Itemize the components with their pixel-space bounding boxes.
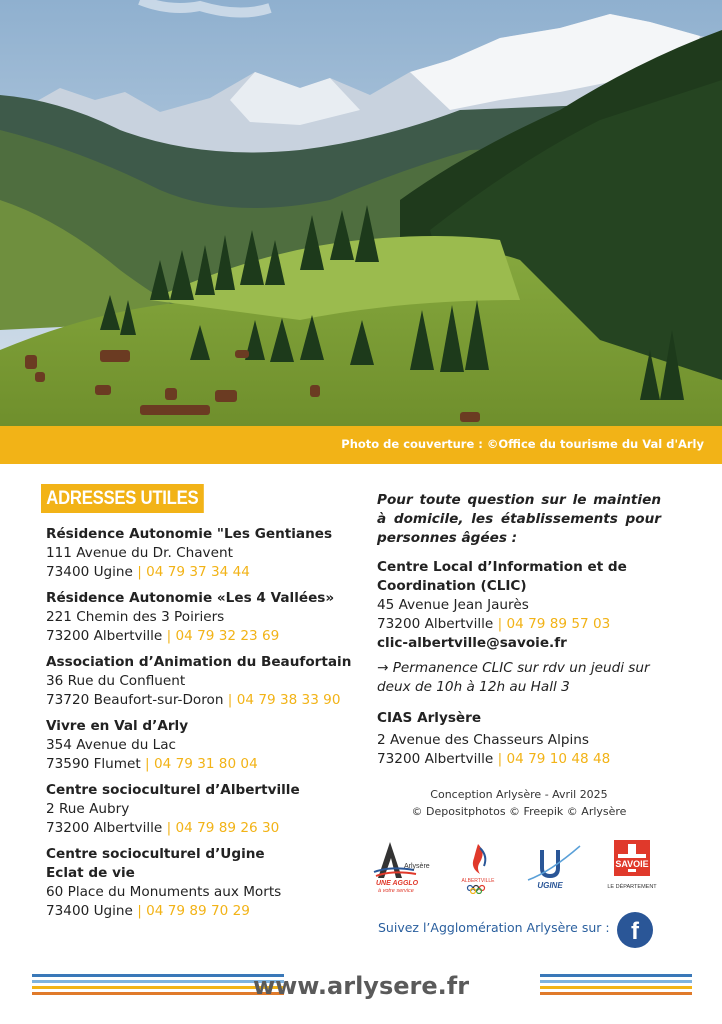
- address-street: 36 Rue du Confluent: [46, 673, 186, 689]
- address-block: Résidence Autonomie "Les Gentianes 111 Avenue du Dr. Chavent 73400 Ugine | 04 79 37 34 44: [46, 525, 366, 582]
- arlysere-logo-name: Arlysère: [404, 863, 430, 870]
- phone-link[interactable]: 04 79 10 48 48: [506, 751, 611, 767]
- albertville-logo: [458, 838, 498, 894]
- clic-email-link[interactable]: clic-albertville@savoie.fr: [377, 635, 567, 651]
- clic-note: → Permanence CLIC sur rdv un jeudi sur deux de 10h à 12h au Hall 3: [377, 660, 650, 695]
- address-city: 73590 Flumet: [46, 756, 141, 772]
- partner-logos: [370, 838, 670, 896]
- address-block: Centre socioculturel d’Albertville 2 Rue Aubry 73200 Albertville | 04 79 89 26 30: [46, 781, 366, 838]
- address-street: 60 Place du Monuments aux Morts: [46, 884, 282, 900]
- address-name: Vivre en Val d’Arly: [46, 718, 189, 734]
- phone-link[interactable]: 04 79 37 34 44: [146, 564, 250, 580]
- cias-block: CIAS Arlysère 2 Avenue des Chasseurs Alpins 73200 Albertville | 04 79 10 48 48: [377, 709, 661, 769]
- section-title: ADRESSES UTILES: [41, 484, 204, 513]
- credits: [377, 786, 661, 820]
- arlysere-logo: [370, 838, 432, 894]
- facebook-icon[interactable]: f: [617, 912, 653, 948]
- ugine-logo: [520, 838, 582, 894]
- website-link[interactable]: www.arlysere.fr: [252, 972, 470, 1000]
- credits-line1: Conception Arlysère - Avril 2025: [430, 788, 608, 801]
- clic-block: Centre Local d’Information et de Coordination (CLIC) 45 Avenue Jean Jaurès 73200 Albertville | 04 79 89 57 03 clic-albertville@savoie.fr → Permanence CLIC sur rdv un jeudi sur deux de 10h à 12h au Hall 3: [377, 558, 661, 697]
- address-street: 221 Chemin des 3 Poiriers: [46, 609, 225, 625]
- phone-link[interactable]: 04 79 89 57 03: [506, 616, 611, 632]
- address-street: 111 Avenue du Dr. Chavent: [46, 545, 233, 561]
- address-name-sub: Eclat de vie: [46, 865, 135, 881]
- clic-city: 73200 Albertville: [377, 616, 494, 632]
- cias-name: CIAS Arlysère: [377, 710, 482, 726]
- address-street: 354 Avenue du Lac: [46, 737, 177, 753]
- address-name: Résidence Autonomie «Les 4 Vallées»: [46, 590, 335, 606]
- address-city: 73400 Ugine: [46, 903, 133, 919]
- arlysere-logo-tagline2: à votre service: [378, 888, 414, 894]
- address-city: 73200 Albertville: [46, 628, 163, 644]
- cias-street: 2 Avenue des Chasseurs Alpins: [377, 732, 589, 748]
- address-block: Association d’Animation du Beaufortain 36 Rue du Confluent 73720 Beaufort-sur-Doron | 04 79 38 33 90: [46, 653, 366, 710]
- intro-text: Pour toute question sur le maintien à domicile, les établissements pour personnes âgées :: [377, 492, 661, 546]
- info-column: [377, 491, 661, 781]
- address-name: Centre socioculturel d’Ugine: [46, 846, 265, 862]
- address-name: Association d’Animation du Beaufortain: [46, 654, 352, 670]
- address-block: Résidence Autonomie «Les 4 Vallées» 221 Chemin des 3 Poiriers 73200 Albertville | 04 79 32 23 69: [46, 589, 366, 646]
- phone-link[interactable]: 04 79 89 70 29: [146, 903, 250, 919]
- cover-photo: [0, 0, 722, 426]
- address-block: Centre socioculturel d’Ugine Eclat de vie 60 Place du Monuments aux Morts 73400 Ugine | 04 79 89 70 29: [46, 845, 366, 921]
- address-name: Centre socioculturel d’Albertville: [46, 782, 300, 798]
- address-city: 73720 Beaufort-sur-Doron: [46, 692, 224, 708]
- phone-link[interactable]: 04 79 89 26 30: [175, 820, 280, 836]
- phone-link[interactable]: 04 79 31 80 04: [153, 756, 258, 772]
- clic-street: 45 Avenue Jean Jaurès: [377, 597, 529, 613]
- savoie-logo-name: SAVOIE: [615, 859, 649, 869]
- arlysere-logo-tagline1: UNE AGGLO: [376, 880, 419, 887]
- address-city: 73200 Albertville: [46, 820, 163, 836]
- address-city: 73400 Ugine: [46, 564, 133, 580]
- phone-link[interactable]: 04 79 38 33 90: [236, 692, 341, 708]
- cias-city: 73200 Albertville: [377, 751, 494, 767]
- address-block: Vivre en Val d’Arly 354 Avenue du Lac 73590 Flumet | 04 79 31 80 04: [46, 717, 366, 774]
- follow-text: Suivez l’Agglomération Arlysère sur :: [378, 920, 610, 935]
- address-street: 2 Rue Aubry: [46, 801, 130, 817]
- clic-name: Centre Local d’Information et de Coordination (CLIC): [377, 559, 627, 594]
- savoie-logo-tagline: LE DÉPARTEMENT: [607, 884, 657, 890]
- photo-credit: Photo de couverture : ©Office du tourisme du Val d'Arly: [341, 437, 704, 451]
- phone-link[interactable]: 04 79 32 23 69: [175, 628, 280, 644]
- address-name: Résidence Autonomie "Les Gentianes: [46, 526, 333, 542]
- albertville-logo-name: ALBERTVILLE: [461, 878, 495, 884]
- credits-line2: © Depositphotos © Freepik © Arlysère: [411, 805, 627, 818]
- useful-addresses: [46, 484, 366, 928]
- ugine-logo-name: UGINE: [537, 881, 563, 890]
- photo-credit-bar: [0, 426, 722, 464]
- savoie-logo: [604, 838, 662, 894]
